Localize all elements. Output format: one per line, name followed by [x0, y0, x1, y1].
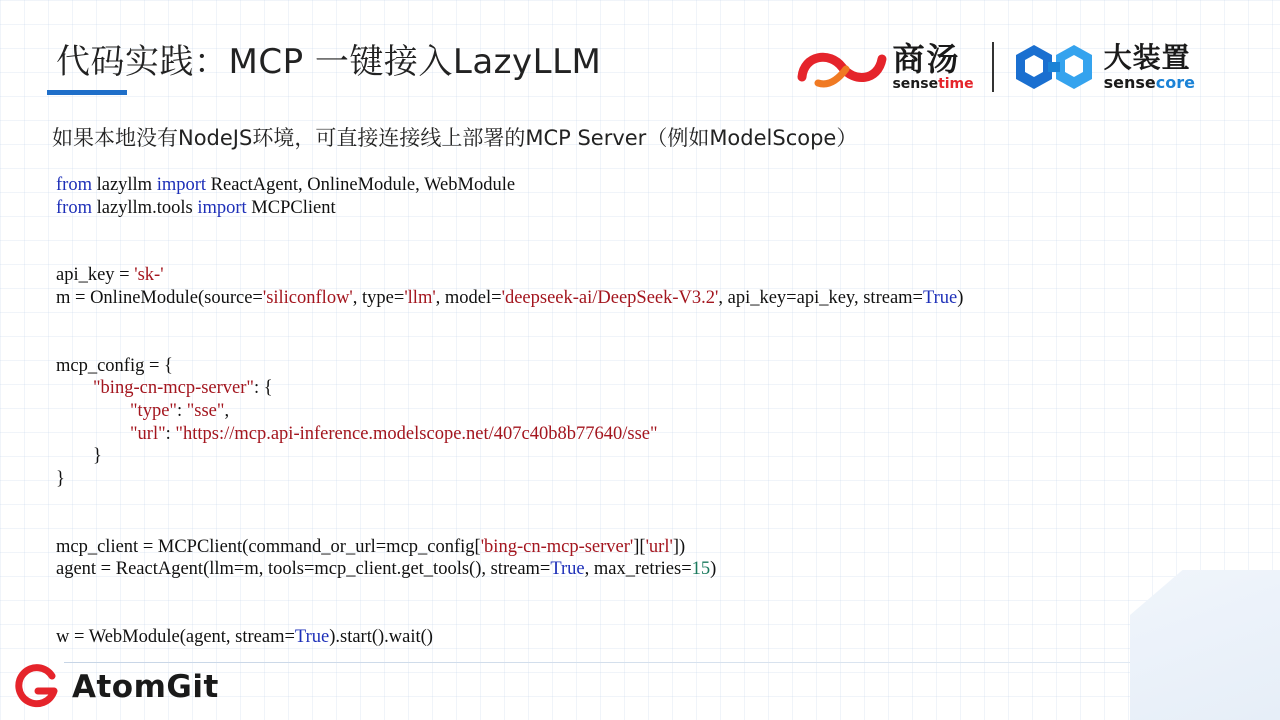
- header-logos: [796, 38, 1195, 96]
- code-line-12: agent = ReactAgent(llm=m, tools=mcp_client.get_tools(), stream=True, max_retries=15): [56, 559, 717, 580]
- sensecore-cn-text: 大装置: [1103, 41, 1191, 74]
- footer-divider: [64, 662, 1234, 663]
- sensetime-en-text: sensetime: [892, 76, 974, 92]
- code-line-11: mcp_client = MCPClient(command_or_url=mcp_config['bing-cn-mcp-server']['url']): [56, 536, 686, 557]
- code-line-5: mcp_config = {: [56, 355, 173, 376]
- sensetime-logo: [796, 42, 973, 92]
- slide-subtitle: 如果本地没有NodeJS环境，可直接连接线上部署的MCP Server（例如ModelScope）: [52, 126, 858, 150]
- logo-separator: [992, 42, 994, 92]
- sensecore-cubes-icon: [1012, 42, 1096, 92]
- slide-title: 代码实践：MCP 一键接入LazyLLM: [56, 42, 602, 82]
- code-line-7: "type": "sse",: [130, 400, 230, 421]
- code-line-8: "url": "https://mcp.api-inference.modelscope.net/407c40b8b77640/sse": [130, 423, 658, 444]
- code-line-2: from lazyllm.tools import MCPClient: [56, 197, 336, 218]
- sensetime-cn-text: 商汤: [892, 40, 961, 78]
- atomgit-logo: [14, 664, 219, 710]
- atomgit-g-icon: [14, 664, 60, 710]
- code-line-4: m = OnlineModule(source='siliconflow', type='llm', model='deepseek-ai/DeepSeek-V3.2', api_key=api_key, stream=True): [56, 287, 964, 308]
- code-line-6: "bing-cn-mcp-server": {: [93, 378, 273, 399]
- title-underline: [47, 90, 127, 95]
- code-block: [56, 174, 963, 648]
- corner-decoration: [1130, 570, 1280, 720]
- code-line-9: }: [56, 446, 102, 467]
- code-line-3: api_key = 'sk-': [56, 265, 164, 286]
- sensecore-logo: [1012, 42, 1195, 92]
- code-line-1: from lazyllm import ReactAgent, OnlineModule, WebModule: [56, 175, 516, 195]
- atomgit-text: AtomGit: [72, 669, 219, 705]
- sensecore-en-text: sensecore: [1103, 73, 1195, 92]
- sensetime-swirl-icon: [796, 43, 888, 91]
- code-line-13: w = WebModule(agent, stream=True).start().wait(): [56, 626, 433, 647]
- code-line-10: }: [56, 468, 65, 489]
